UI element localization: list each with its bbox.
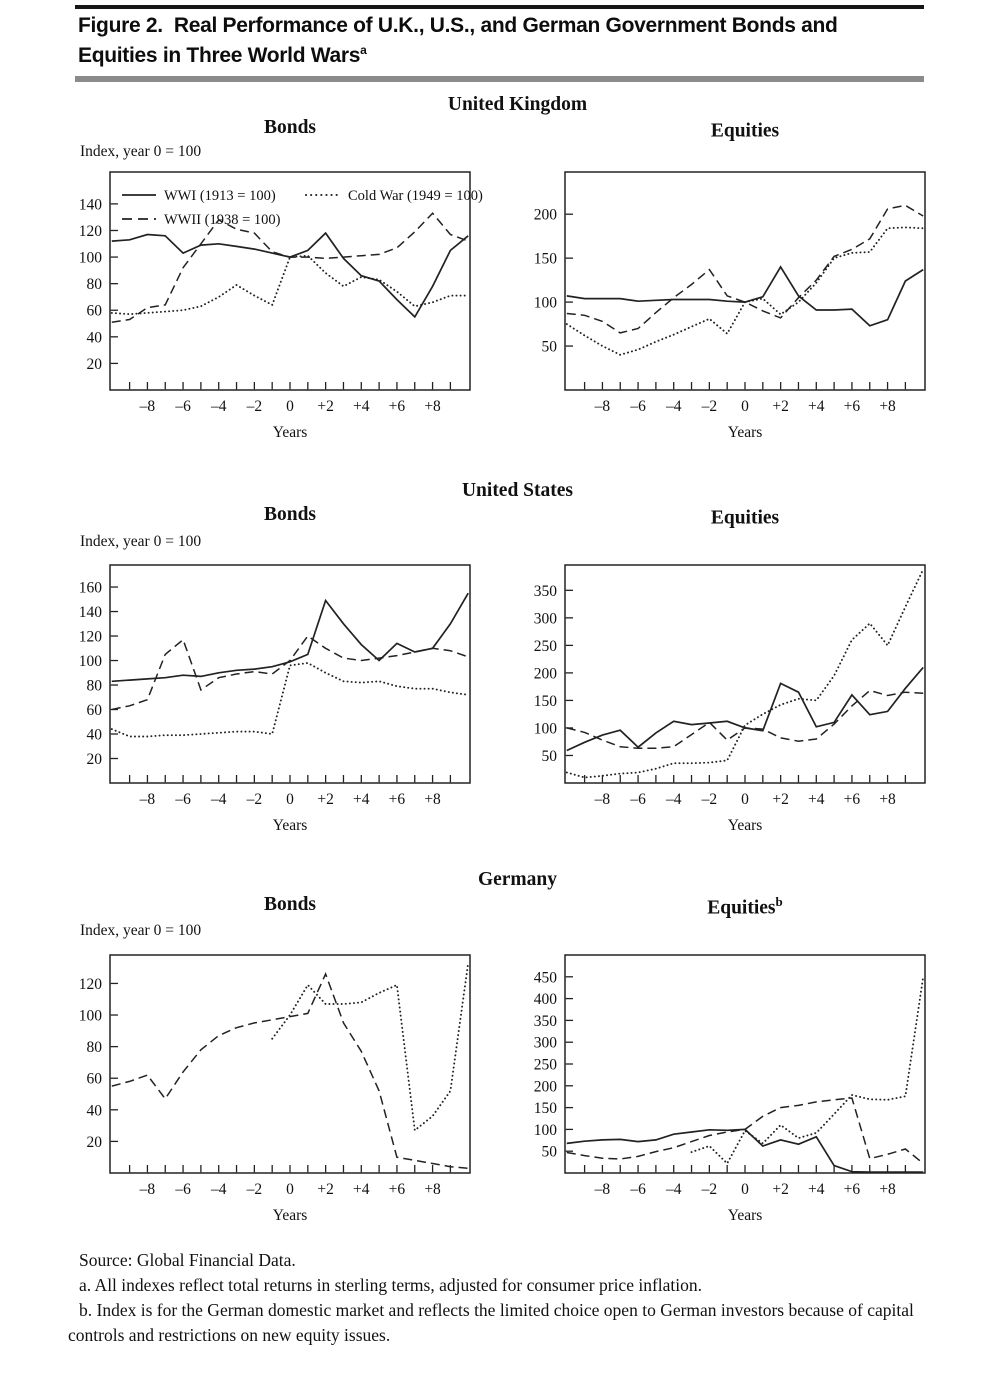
chart-title-us-equities-text: Equities <box>710 507 780 529</box>
svg-text:–6: –6 <box>630 791 646 808</box>
svg-text:0: 0 <box>741 791 749 808</box>
svg-text:+8: +8 <box>879 398 896 415</box>
footnote-b: b. Index is for the German domestic market and reflects the limited choice open to German investors because of capital controls and restrictions on new equity issues. <box>68 1300 914 1345</box>
chart-title-germany-equities-sup: b <box>775 894 783 909</box>
svg-text:300: 300 <box>533 610 557 628</box>
svg-text:40: 40 <box>86 329 102 347</box>
figure-title-line2: Equities in Three World Wars <box>78 44 361 67</box>
svg-text:+2: +2 <box>317 791 334 808</box>
svg-text:–8: –8 <box>139 1181 156 1198</box>
svg-text:0: 0 <box>286 1181 294 1198</box>
figure-notes <box>68 1248 936 1348</box>
svg-text:–2: –2 <box>246 1181 263 1198</box>
chart-title-uk-equities-text: Equities <box>710 120 780 142</box>
svg-text:+8: +8 <box>879 791 896 808</box>
svg-text:+6: +6 <box>388 1181 406 1198</box>
svg-text:+8: +8 <box>424 1181 441 1198</box>
svg-text:20: 20 <box>86 751 102 769</box>
svg-text:–8: –8 <box>139 791 156 808</box>
top-rule <box>75 5 924 9</box>
svg-text:–6: –6 <box>630 398 646 415</box>
svg-text:450: 450 <box>533 969 557 987</box>
svg-text:+2: +2 <box>772 1181 789 1198</box>
figure-label: Figure 2. <box>78 14 163 37</box>
svg-text:400: 400 <box>533 991 557 1009</box>
svg-text:+4: +4 <box>353 1181 370 1198</box>
svg-text:80: 80 <box>86 276 102 294</box>
x-axis-label-uk-equities: Years <box>727 424 763 441</box>
chart-title-germany-equities-text: Equities <box>707 897 776 919</box>
index-caption-germany: Index, year 0 = 100 <box>80 922 202 939</box>
svg-text:–4: –4 <box>665 398 682 415</box>
svg-text:–8: –8 <box>594 1181 611 1198</box>
svg-text:0: 0 <box>286 398 294 415</box>
figure-title <box>78 13 888 68</box>
svg-text:250: 250 <box>533 637 557 655</box>
svg-text:60: 60 <box>86 302 102 320</box>
svg-text:150: 150 <box>533 692 557 710</box>
svg-text:0: 0 <box>741 398 749 415</box>
svg-text:120: 120 <box>78 628 102 646</box>
chart-title-germany-equities <box>565 894 925 920</box>
svg-text:200: 200 <box>533 665 557 683</box>
figure-footnote-marker-a: a <box>360 43 367 57</box>
svg-text:80: 80 <box>86 677 102 695</box>
svg-text:+4: +4 <box>808 791 825 808</box>
source-note: Source: Global Financial Data. <box>79 1250 296 1270</box>
x-axis-label-us-equities: Years <box>727 817 763 834</box>
chart-us-bonds <box>60 557 480 811</box>
svg-text:+4: +4 <box>353 398 370 415</box>
chart-germany-equities <box>515 947 935 1201</box>
section-heading-united-states: United States <box>461 480 574 501</box>
svg-text:350: 350 <box>533 582 557 600</box>
chart-germany-bonds <box>60 947 480 1201</box>
svg-text:120: 120 <box>78 222 102 240</box>
chart-uk-bonds <box>60 164 483 418</box>
svg-text:150: 150 <box>533 1100 557 1118</box>
svg-text:100: 100 <box>78 249 102 267</box>
svg-text:80: 80 <box>86 1039 102 1057</box>
svg-text:+6: +6 <box>388 398 406 415</box>
svg-text:50: 50 <box>541 747 557 765</box>
svg-text:–2: –2 <box>701 398 718 415</box>
svg-text:+6: +6 <box>843 791 861 808</box>
svg-text:–6: –6 <box>175 1181 191 1198</box>
svg-text:–2: –2 <box>701 791 718 808</box>
svg-text:–2: –2 <box>701 1181 718 1198</box>
chart-us-equities <box>515 557 935 811</box>
section-heading-germany: Germany <box>477 869 558 890</box>
chart-title-us-equities <box>565 504 925 530</box>
svg-text:60: 60 <box>86 702 102 720</box>
chart-title-us-bonds: Bonds <box>263 504 317 525</box>
footnote-a: a. All indexes reflect total returns in sterling terms, adjusted for consumer price inflation. <box>79 1275 703 1295</box>
svg-text:+4: +4 <box>808 398 825 415</box>
svg-text:+4: +4 <box>353 791 370 808</box>
x-axis-label-germany-equities: Years <box>727 1207 763 1224</box>
svg-text:200: 200 <box>533 1078 557 1096</box>
svg-text:150: 150 <box>533 250 557 268</box>
svg-text:+8: +8 <box>424 398 441 415</box>
svg-text:140: 140 <box>78 604 102 622</box>
svg-text:–8: –8 <box>594 398 611 415</box>
svg-text:–6: –6 <box>630 1181 646 1198</box>
svg-text:+2: +2 <box>772 398 789 415</box>
section-heading-united-kingdom: United Kingdom <box>447 94 588 115</box>
svg-text:+8: +8 <box>879 1181 896 1198</box>
svg-text:350: 350 <box>533 1012 557 1030</box>
svg-text:140: 140 <box>78 196 102 214</box>
svg-text:Cold War (1949 = 100): Cold War (1949 = 100) <box>348 188 483 204</box>
chart-uk-equities <box>515 164 935 418</box>
svg-text:250: 250 <box>533 1056 557 1074</box>
svg-text:120: 120 <box>78 975 102 993</box>
svg-text:100: 100 <box>533 1121 557 1139</box>
svg-text:+8: +8 <box>424 791 441 808</box>
svg-text:–8: –8 <box>594 791 611 808</box>
svg-text:+2: +2 <box>317 398 334 415</box>
svg-text:60: 60 <box>86 1070 102 1088</box>
svg-text:200: 200 <box>533 206 557 224</box>
svg-text:100: 100 <box>78 653 102 671</box>
svg-text:+2: +2 <box>772 791 789 808</box>
svg-text:WWI (1913 = 100): WWI (1913 = 100) <box>164 188 276 204</box>
chart-title-uk-equities <box>565 117 925 143</box>
svg-text:+4: +4 <box>808 1181 825 1198</box>
svg-text:–8: –8 <box>139 398 156 415</box>
gray-rule <box>75 76 924 82</box>
svg-text:–6: –6 <box>175 791 191 808</box>
index-caption-us: Index, year 0 = 100 <box>80 533 202 550</box>
svg-text:+6: +6 <box>388 791 406 808</box>
svg-text:20: 20 <box>86 1133 102 1151</box>
svg-text:100: 100 <box>533 294 557 312</box>
svg-text:+2: +2 <box>317 1181 334 1198</box>
x-axis-label-uk-bonds: Years <box>272 424 308 441</box>
svg-text:+6: +6 <box>843 398 861 415</box>
svg-text:50: 50 <box>541 1143 557 1161</box>
chart-title-uk-bonds: Bonds <box>263 117 317 138</box>
x-axis-label-germany-bonds: Years <box>272 1207 308 1224</box>
svg-text:40: 40 <box>86 726 102 744</box>
svg-text:–2: –2 <box>246 398 263 415</box>
svg-text:100: 100 <box>533 720 557 738</box>
index-caption-uk: Index, year 0 = 100 <box>80 143 202 160</box>
svg-text:0: 0 <box>741 1181 749 1198</box>
svg-text:40: 40 <box>86 1102 102 1120</box>
svg-text:+6: +6 <box>843 1181 861 1198</box>
svg-text:–4: –4 <box>210 1181 227 1198</box>
svg-text:300: 300 <box>533 1034 557 1052</box>
svg-text:–4: –4 <box>210 398 227 415</box>
svg-text:–6: –6 <box>175 398 191 415</box>
svg-text:160: 160 <box>78 579 102 597</box>
svg-text:100: 100 <box>78 1007 102 1025</box>
figure-title-line1: Real Performance of U.K., U.S., and German Government Bonds and <box>173 14 838 37</box>
svg-text:20: 20 <box>86 355 102 373</box>
svg-text:–2: –2 <box>246 791 263 808</box>
x-axis-label-us-bonds: Years <box>272 817 308 834</box>
svg-text:WWII (1938 = 100): WWII (1938 = 100) <box>164 212 281 228</box>
svg-text:–4: –4 <box>665 1181 682 1198</box>
svg-text:–4: –4 <box>210 791 227 808</box>
svg-text:–4: –4 <box>665 791 682 808</box>
svg-text:0: 0 <box>286 791 294 808</box>
svg-text:50: 50 <box>541 338 557 356</box>
chart-title-germany-bonds: Bonds <box>263 894 317 915</box>
